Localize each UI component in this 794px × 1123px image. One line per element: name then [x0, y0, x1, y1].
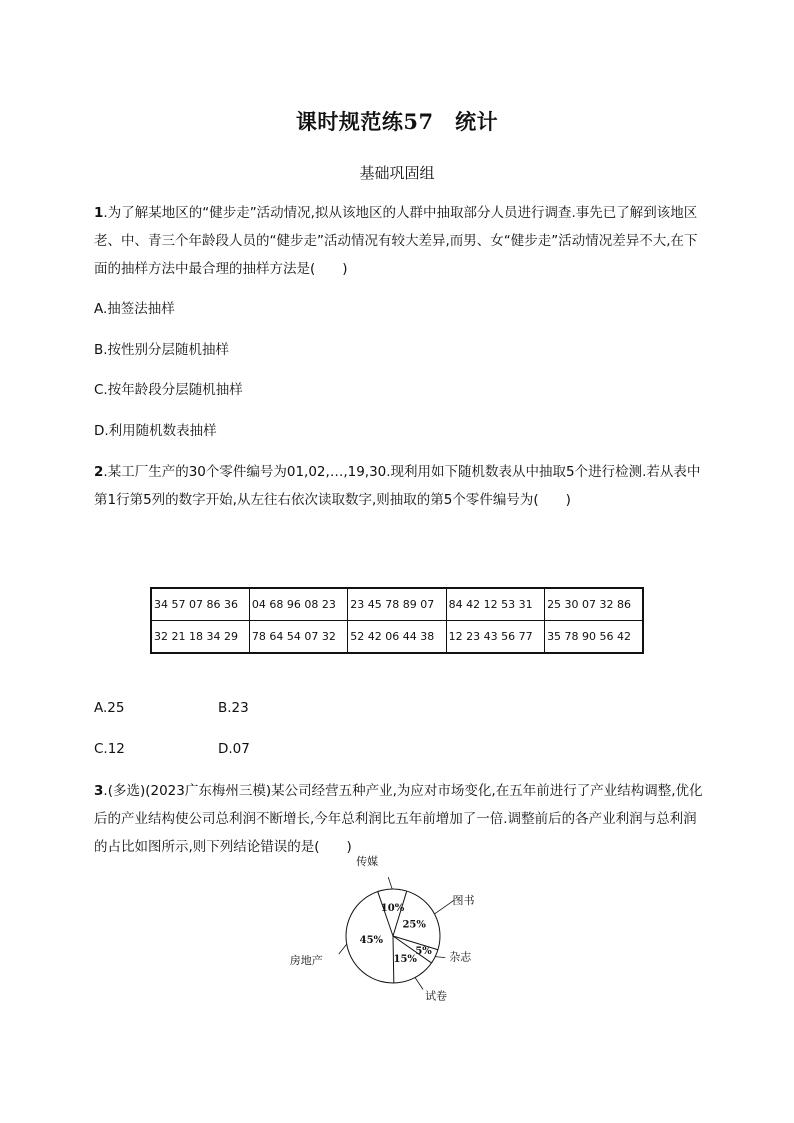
table-cell: 52 42 06 44 38 — [348, 621, 446, 654]
pie-category-label: 房地产 — [289, 954, 323, 968]
pie-value-label: 15% — [393, 953, 417, 965]
pie-category-label: 传媒 — [356, 855, 379, 869]
pie-leader-line — [435, 957, 445, 958]
table-cell: 25 30 07 32 86 — [545, 588, 643, 621]
table-row — [151, 621, 643, 654]
question-1 — [94, 199, 704, 283]
random-number-table — [150, 587, 644, 654]
table-row — [151, 588, 643, 621]
section-heading: 基础巩固组 — [359, 164, 435, 182]
q2-option-c: C.12 — [94, 741, 125, 757]
table-cell: 78 64 54 07 32 — [249, 621, 347, 654]
pie-value-label: 45% — [359, 934, 384, 946]
question-3-text: .(多选)(2023广东梅州三模)某公司经营五种产业,为应对市场变化,在五年前进行了产业结构调整,优化后的产业结构使公司总利润不断增长,今年总利润比五年前增加了一倍.调整前后的各产业利润与总利润的占比如图所示,则下列结论错误的是( ) — [94, 783, 703, 855]
page-title: 课时规范练57 统计 — [295, 109, 499, 134]
pie-category-label: 试卷 — [425, 989, 448, 1003]
pie-category-label: 图书 — [452, 893, 475, 907]
pie-value-label: 10% — [380, 903, 405, 915]
question-number: 1 — [94, 205, 104, 221]
question-1-text: .为了解某地区的“健步走”活动情况,拟从该地区的人群中抽取部分人员进行调查.事先已了解到该地区老、中、青三个年龄段人员的“健步走”活动情况有较大差异,而男、女“健步走”活动情况差异不大,在下面的抽样方法中最合理的抽样方法是( ) — [94, 205, 698, 277]
table-cell: 23 45 78 89 07 — [348, 588, 446, 621]
table-cell: 34 57 07 86 36 — [151, 588, 249, 621]
q2-option-d: D.07 — [218, 741, 250, 757]
q1-option-d: D.利用随机数表抽样 — [94, 423, 217, 439]
table-cell: 12 23 43 56 77 — [446, 621, 544, 654]
table-cell: 32 21 18 34 29 — [151, 621, 249, 654]
pie-leader-line — [339, 944, 347, 954]
pie-value-label: 25% — [402, 919, 426, 931]
q1-option-b: B.按性别分层随机抽样 — [94, 342, 230, 358]
q1-option-a: A.抽签法抽样 — [94, 301, 175, 317]
pie-leader-line — [388, 877, 392, 889]
question-number: 3 — [94, 783, 104, 799]
table-cell: 04 68 96 08 23 — [249, 588, 347, 621]
table-cell: 84 42 12 53 31 — [446, 588, 544, 621]
q2-option-b: B.23 — [218, 700, 249, 716]
table-cell: 35 78 90 56 42 — [545, 621, 643, 654]
question-3 — [94, 777, 704, 861]
q1-option-c: C.按年龄段分层随机抽样 — [94, 382, 243, 398]
pie-value-label: 5% — [415, 945, 432, 957]
pie-category-label: 杂志 — [449, 950, 472, 964]
question-number: 2 — [94, 464, 104, 480]
pie-leader-line — [434, 900, 454, 914]
profit-pie-chart — [289, 855, 484, 1003]
question-2-text: .某工厂生产的30个零件编号为01,02,…,19,30.现利用如下随机数表从中抽取5个进行检测.若从表中第1行第5列的数字开始,从左往右依次读取数字,则抽取的第5个零件编号为( ) — [94, 464, 701, 508]
question-2 — [94, 458, 704, 514]
q2-option-a: A.25 — [94, 700, 125, 716]
pie-leader-line — [415, 977, 423, 989]
